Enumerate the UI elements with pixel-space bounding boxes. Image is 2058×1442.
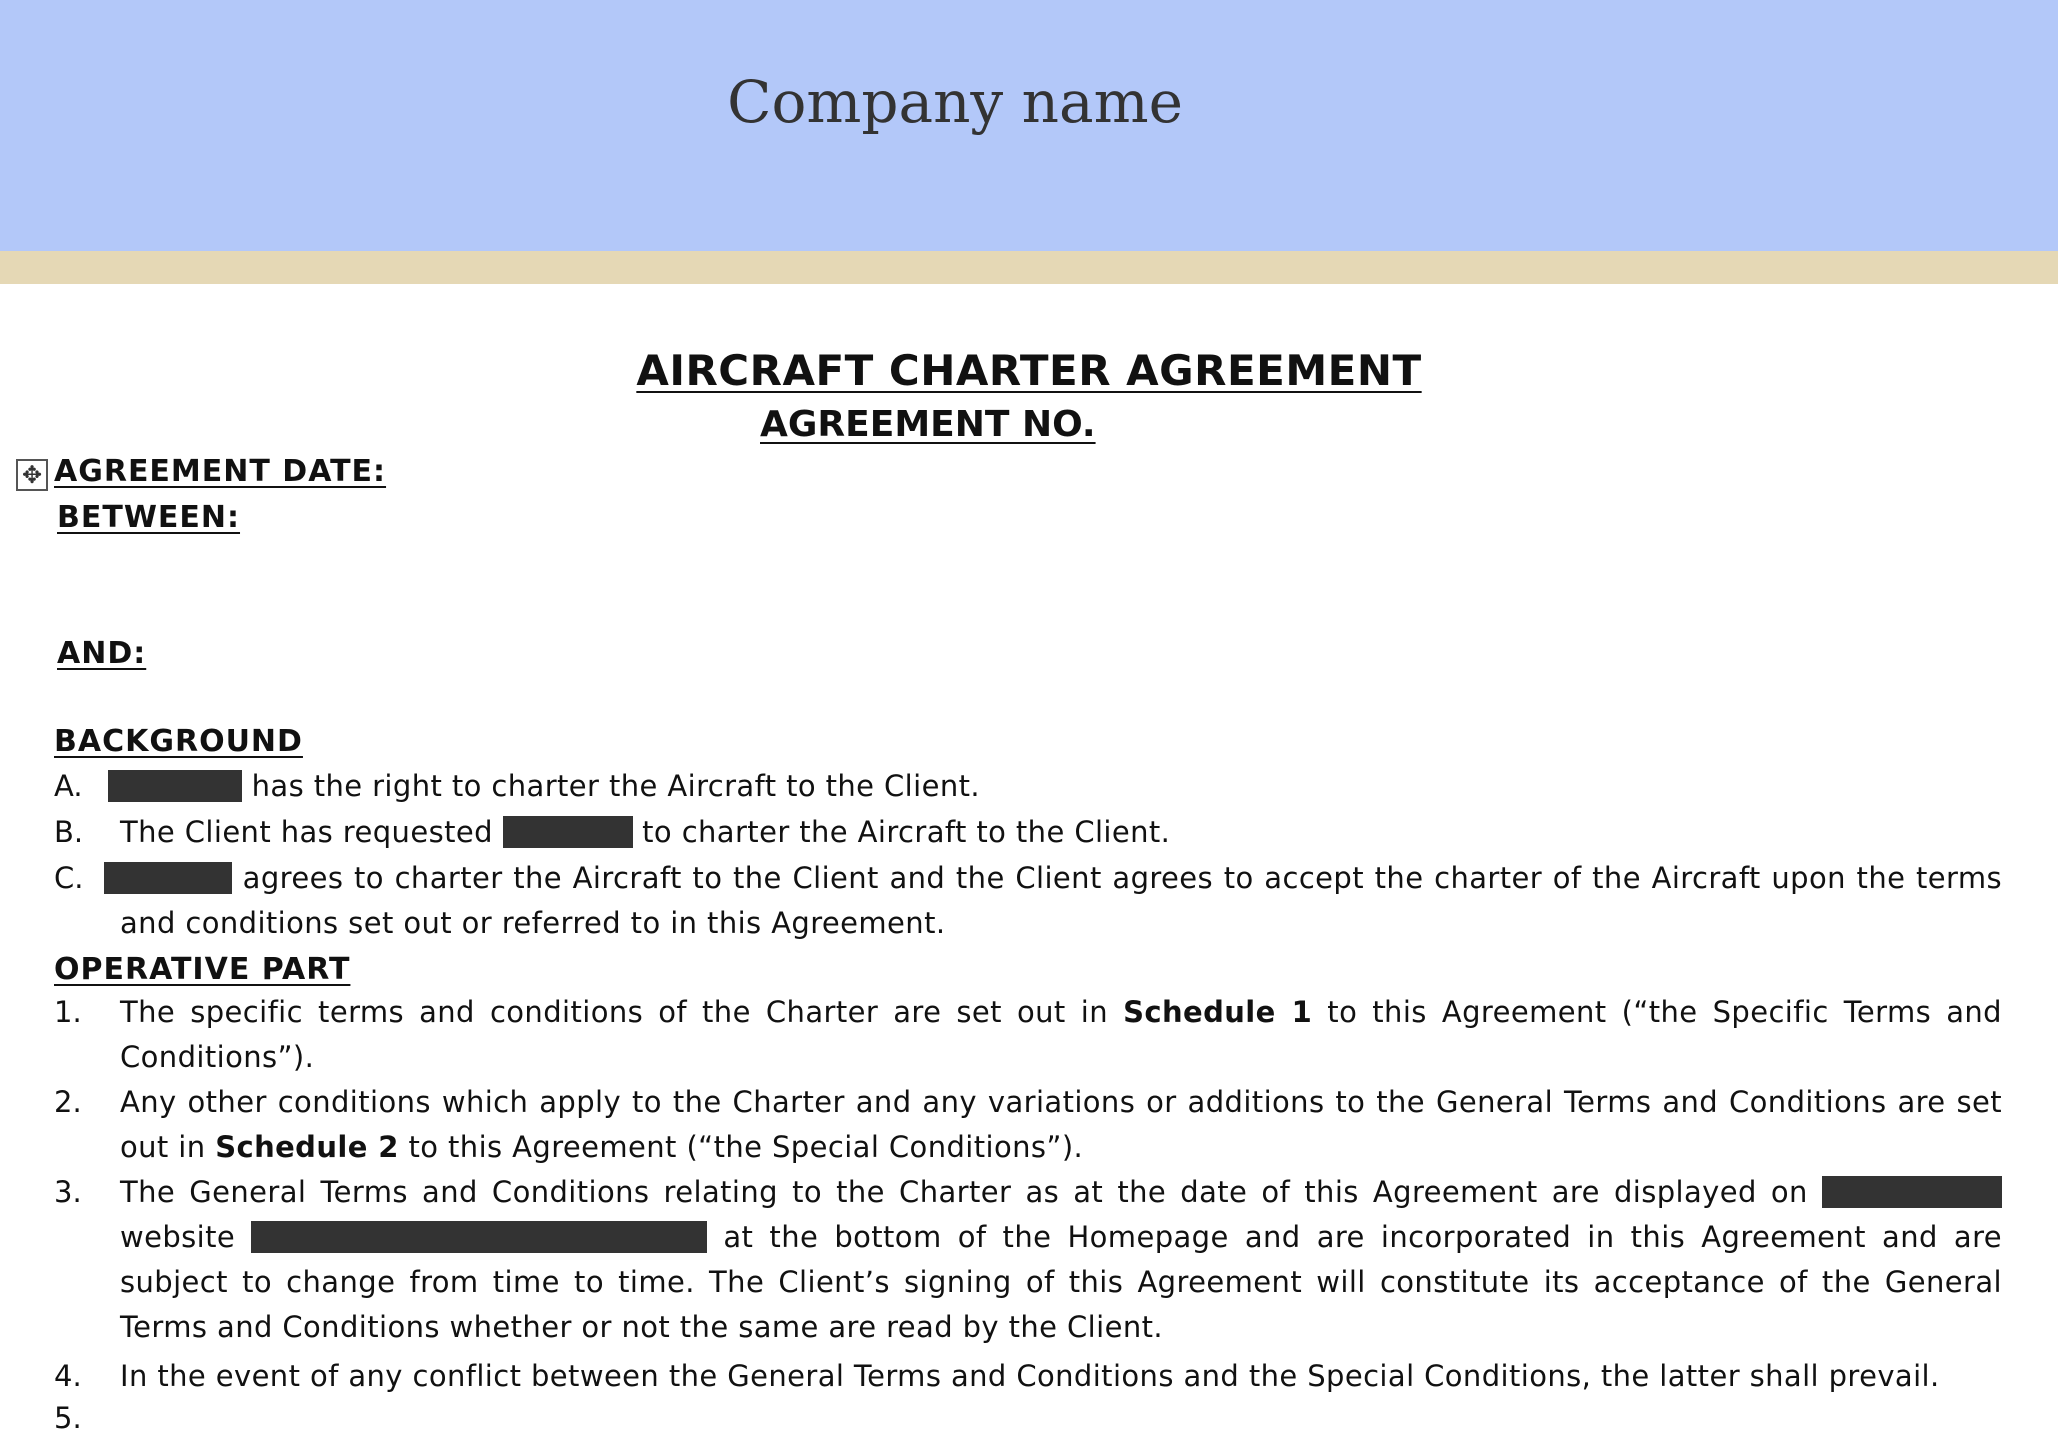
list-marker: 1.: [54, 995, 82, 1029]
redacted-block: [104, 862, 232, 894]
operative-item-3: The General Terms and Conditions relating to the Charter as at the date of this Agreement are displayed on website at the bottom of the Homepage and are incorporated in this Agreement and are subject to change from time to time. The Client’s signing of this Agreement will constitute its acceptance of the General Terms and Conditions whether or not the same are read by the Client.: [120, 1175, 2002, 1344]
operative-item-2: Any other conditions which apply to the Charter and any variations or additions to the General Terms and Conditions are set out in Schedule 2 to this Agreement (“the Special Conditions”).: [120, 1085, 2002, 1164]
background-item-a: has the right to charter the Aircraft to the Client.: [108, 764, 1990, 809]
operative-item-1: The specific terms and conditions of the Charter are set out in Schedule 1 to this Agreement (“the Specific Terms and Conditions”).: [120, 995, 2002, 1074]
list-marker: 4.: [54, 1359, 82, 1393]
redacted-block: [503, 816, 633, 848]
document-title: AIRCRAFT CHARTER AGREEMENT: [636, 346, 1422, 395]
header-banner: [0, 0, 2058, 251]
agreement-date-label: AGREEMENT DATE:: [54, 454, 387, 489]
redacted-block: [251, 1221, 707, 1253]
list-marker: 3.: [54, 1175, 82, 1209]
redacted-block: [108, 770, 242, 802]
agreement-number-label: AGREEMENT NO.: [760, 404, 1096, 445]
table-move-handle-icon[interactable]: ✥: [16, 459, 48, 491]
list-marker: B.: [54, 815, 84, 849]
company-name: Company name: [727, 68, 1183, 136]
header-accent-band: [0, 251, 2058, 284]
operative-part-heading: OPERATIVE PART: [54, 952, 351, 987]
operative-item-4: In the event of any conflict between the General Terms and Conditions and the Special Conditions, the latter shall prevail.: [120, 1359, 1940, 1393]
list-marker: 2.: [54, 1085, 82, 1119]
list-marker: A.: [54, 769, 83, 803]
and-label: AND:: [57, 636, 147, 671]
background-item-c: agrees to charter the Aircraft to the Client and the Client agrees to accept the charter of the Aircraft upon the terms and conditions set out or referred to in this Agreement.: [120, 856, 2002, 946]
background-heading: BACKGROUND: [54, 724, 303, 759]
background-item-b: The Client has requested to charter the Aircraft to the Client.: [120, 815, 1171, 849]
redacted-block: [1822, 1176, 2002, 1208]
between-label: BETWEEN:: [57, 500, 241, 535]
document-page: [0, 284, 2058, 1442]
list-marker: C.: [54, 861, 84, 895]
list-marker: 5.: [54, 1401, 82, 1435]
